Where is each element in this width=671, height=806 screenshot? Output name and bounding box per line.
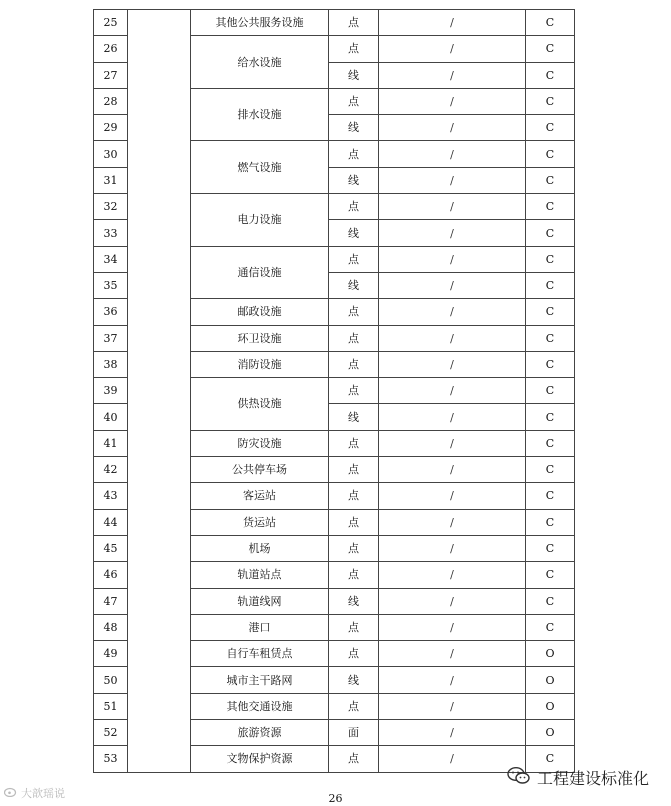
- row-number: 46: [94, 562, 128, 588]
- requirement-code: C: [526, 483, 575, 509]
- facility-name: 消防设施: [191, 351, 329, 377]
- facility-name: 电力设施: [191, 194, 329, 247]
- data-form: 点: [329, 36, 379, 62]
- requirement-code: C: [526, 535, 575, 561]
- requirement-code: C: [526, 167, 575, 193]
- value-cell: /: [379, 220, 526, 246]
- requirement-code: C: [526, 325, 575, 351]
- facility-name: 环卫设施: [191, 325, 329, 351]
- value-cell: /: [379, 378, 526, 404]
- value-cell: /: [379, 115, 526, 141]
- value-cell: /: [379, 404, 526, 430]
- data-form: 线: [329, 404, 379, 430]
- value-cell: /: [379, 325, 526, 351]
- value-cell: /: [379, 509, 526, 535]
- row-number: 50: [94, 667, 128, 693]
- watermark-right-text: 工程建设标准化: [536, 769, 649, 788]
- value-cell: /: [379, 483, 526, 509]
- facility-name: 自行车租赁点: [191, 641, 329, 667]
- facility-name: 客运站: [191, 483, 329, 509]
- requirement-code: O: [526, 720, 575, 746]
- value-cell: /: [379, 194, 526, 220]
- data-form: 点: [329, 483, 379, 509]
- facility-name: 给水设施: [191, 36, 329, 89]
- value-cell: /: [379, 36, 526, 62]
- data-form: 点: [329, 430, 379, 456]
- data-form: 点: [329, 246, 379, 272]
- facility-name: 其他公共服务设施: [191, 10, 329, 36]
- data-form: 点: [329, 746, 379, 772]
- data-form: 线: [329, 667, 379, 693]
- value-cell: /: [379, 693, 526, 719]
- requirement-code: C: [526, 378, 575, 404]
- value-cell: /: [379, 62, 526, 88]
- data-form: 点: [329, 457, 379, 483]
- requirement-code: C: [526, 351, 575, 377]
- row-number: 25: [94, 10, 128, 36]
- facility-name: 燃气设施: [191, 141, 329, 194]
- row-number: 37: [94, 325, 128, 351]
- requirement-code: C: [526, 404, 575, 430]
- requirement-code: C: [526, 62, 575, 88]
- wechat-icon: [507, 767, 531, 789]
- requirement-code: C: [526, 562, 575, 588]
- facility-name: 货运站: [191, 509, 329, 535]
- row-number: 30: [94, 141, 128, 167]
- row-number: 52: [94, 720, 128, 746]
- table-row: [94, 10, 575, 36]
- watermark-right: [507, 766, 649, 789]
- requirement-code: C: [526, 141, 575, 167]
- facility-name: 旅游资源: [191, 720, 329, 746]
- watermark-left: [4, 785, 65, 801]
- value-cell: /: [379, 272, 526, 298]
- value-cell: /: [379, 588, 526, 614]
- requirement-code: O: [526, 667, 575, 693]
- value-cell: /: [379, 351, 526, 377]
- watermark-left-text: 大歆瑶说: [21, 787, 65, 800]
- facility-name: 机场: [191, 535, 329, 561]
- row-number: 48: [94, 614, 128, 640]
- row-number: 26: [94, 36, 128, 62]
- data-form: 线: [329, 62, 379, 88]
- row-number: 28: [94, 88, 128, 114]
- requirement-code: C: [526, 36, 575, 62]
- data-form: 线: [329, 272, 379, 298]
- data-form: 点: [329, 325, 379, 351]
- facility-name: 邮政设施: [191, 299, 329, 325]
- data-form: 点: [329, 641, 379, 667]
- value-cell: /: [379, 667, 526, 693]
- requirement-code: O: [526, 641, 575, 667]
- data-form: 点: [329, 614, 379, 640]
- value-cell: /: [379, 167, 526, 193]
- requirement-code: C: [526, 220, 575, 246]
- facility-name: 文物保护资源: [191, 746, 329, 772]
- weibo-icon: [4, 786, 18, 800]
- value-cell: /: [379, 10, 526, 36]
- data-form: 点: [329, 194, 379, 220]
- row-number: 32: [94, 194, 128, 220]
- row-number: 53: [94, 746, 128, 772]
- facility-name: 供热设施: [191, 378, 329, 431]
- requirement-code: C: [526, 115, 575, 141]
- row-number: 39: [94, 378, 128, 404]
- row-number: 34: [94, 246, 128, 272]
- facility-name: 轨道线网: [191, 588, 329, 614]
- requirement-code: C: [526, 10, 575, 36]
- requirement-code: C: [526, 746, 575, 772]
- row-number: 29: [94, 115, 128, 141]
- facility-name: 其他交通设施: [191, 693, 329, 719]
- value-cell: /: [379, 720, 526, 746]
- requirement-code: C: [526, 272, 575, 298]
- data-form: 线: [329, 588, 379, 614]
- requirement-code: C: [526, 299, 575, 325]
- data-form: 线: [329, 115, 379, 141]
- value-cell: /: [379, 88, 526, 114]
- row-number: 36: [94, 299, 128, 325]
- value-cell: /: [379, 141, 526, 167]
- row-number: 31: [94, 167, 128, 193]
- facility-table: [93, 9, 575, 773]
- value-cell: /: [379, 562, 526, 588]
- value-cell: /: [379, 614, 526, 640]
- facility-name: 轨道站点: [191, 562, 329, 588]
- data-form: 点: [329, 141, 379, 167]
- data-form: 面: [329, 720, 379, 746]
- row-number: 45: [94, 535, 128, 561]
- row-number: 27: [94, 62, 128, 88]
- requirement-code: C: [526, 588, 575, 614]
- row-number: 41: [94, 430, 128, 456]
- facility-name: 港口: [191, 614, 329, 640]
- data-form: 线: [329, 220, 379, 246]
- requirement-code: C: [526, 194, 575, 220]
- requirement-code: C: [526, 614, 575, 640]
- requirement-code: C: [526, 509, 575, 535]
- row-number: 47: [94, 588, 128, 614]
- value-cell: /: [379, 535, 526, 561]
- data-form: 点: [329, 562, 379, 588]
- row-number: 43: [94, 483, 128, 509]
- row-number: 44: [94, 509, 128, 535]
- value-cell: /: [379, 430, 526, 456]
- row-number: 35: [94, 272, 128, 298]
- data-form: 点: [329, 693, 379, 719]
- requirement-code: O: [526, 693, 575, 719]
- page-number: 26: [328, 792, 343, 805]
- data-form: 点: [329, 351, 379, 377]
- data-form: 点: [329, 378, 379, 404]
- data-form: 点: [329, 509, 379, 535]
- row-number: 49: [94, 641, 128, 667]
- data-form: 线: [329, 167, 379, 193]
- value-cell: /: [379, 246, 526, 272]
- value-cell: /: [379, 746, 526, 772]
- value-cell: /: [379, 299, 526, 325]
- category-cell: [128, 10, 191, 773]
- requirement-code: C: [526, 88, 575, 114]
- facility-name: 城市主干路网: [191, 667, 329, 693]
- data-form: 点: [329, 10, 379, 36]
- requirement-code: C: [526, 430, 575, 456]
- data-form: 点: [329, 88, 379, 114]
- requirement-code: C: [526, 457, 575, 483]
- value-cell: /: [379, 641, 526, 667]
- row-number: 33: [94, 220, 128, 246]
- row-number: 51: [94, 693, 128, 719]
- data-form: 点: [329, 299, 379, 325]
- facility-name: 防灾设施: [191, 430, 329, 456]
- facility-name: 通信设施: [191, 246, 329, 299]
- row-number: 38: [94, 351, 128, 377]
- facility-name: 排水设施: [191, 88, 329, 141]
- data-form: 点: [329, 535, 379, 561]
- value-cell: /: [379, 457, 526, 483]
- requirement-code: C: [526, 246, 575, 272]
- row-number: 42: [94, 457, 128, 483]
- facility-name: 公共停车场: [191, 457, 329, 483]
- row-number: 40: [94, 404, 128, 430]
